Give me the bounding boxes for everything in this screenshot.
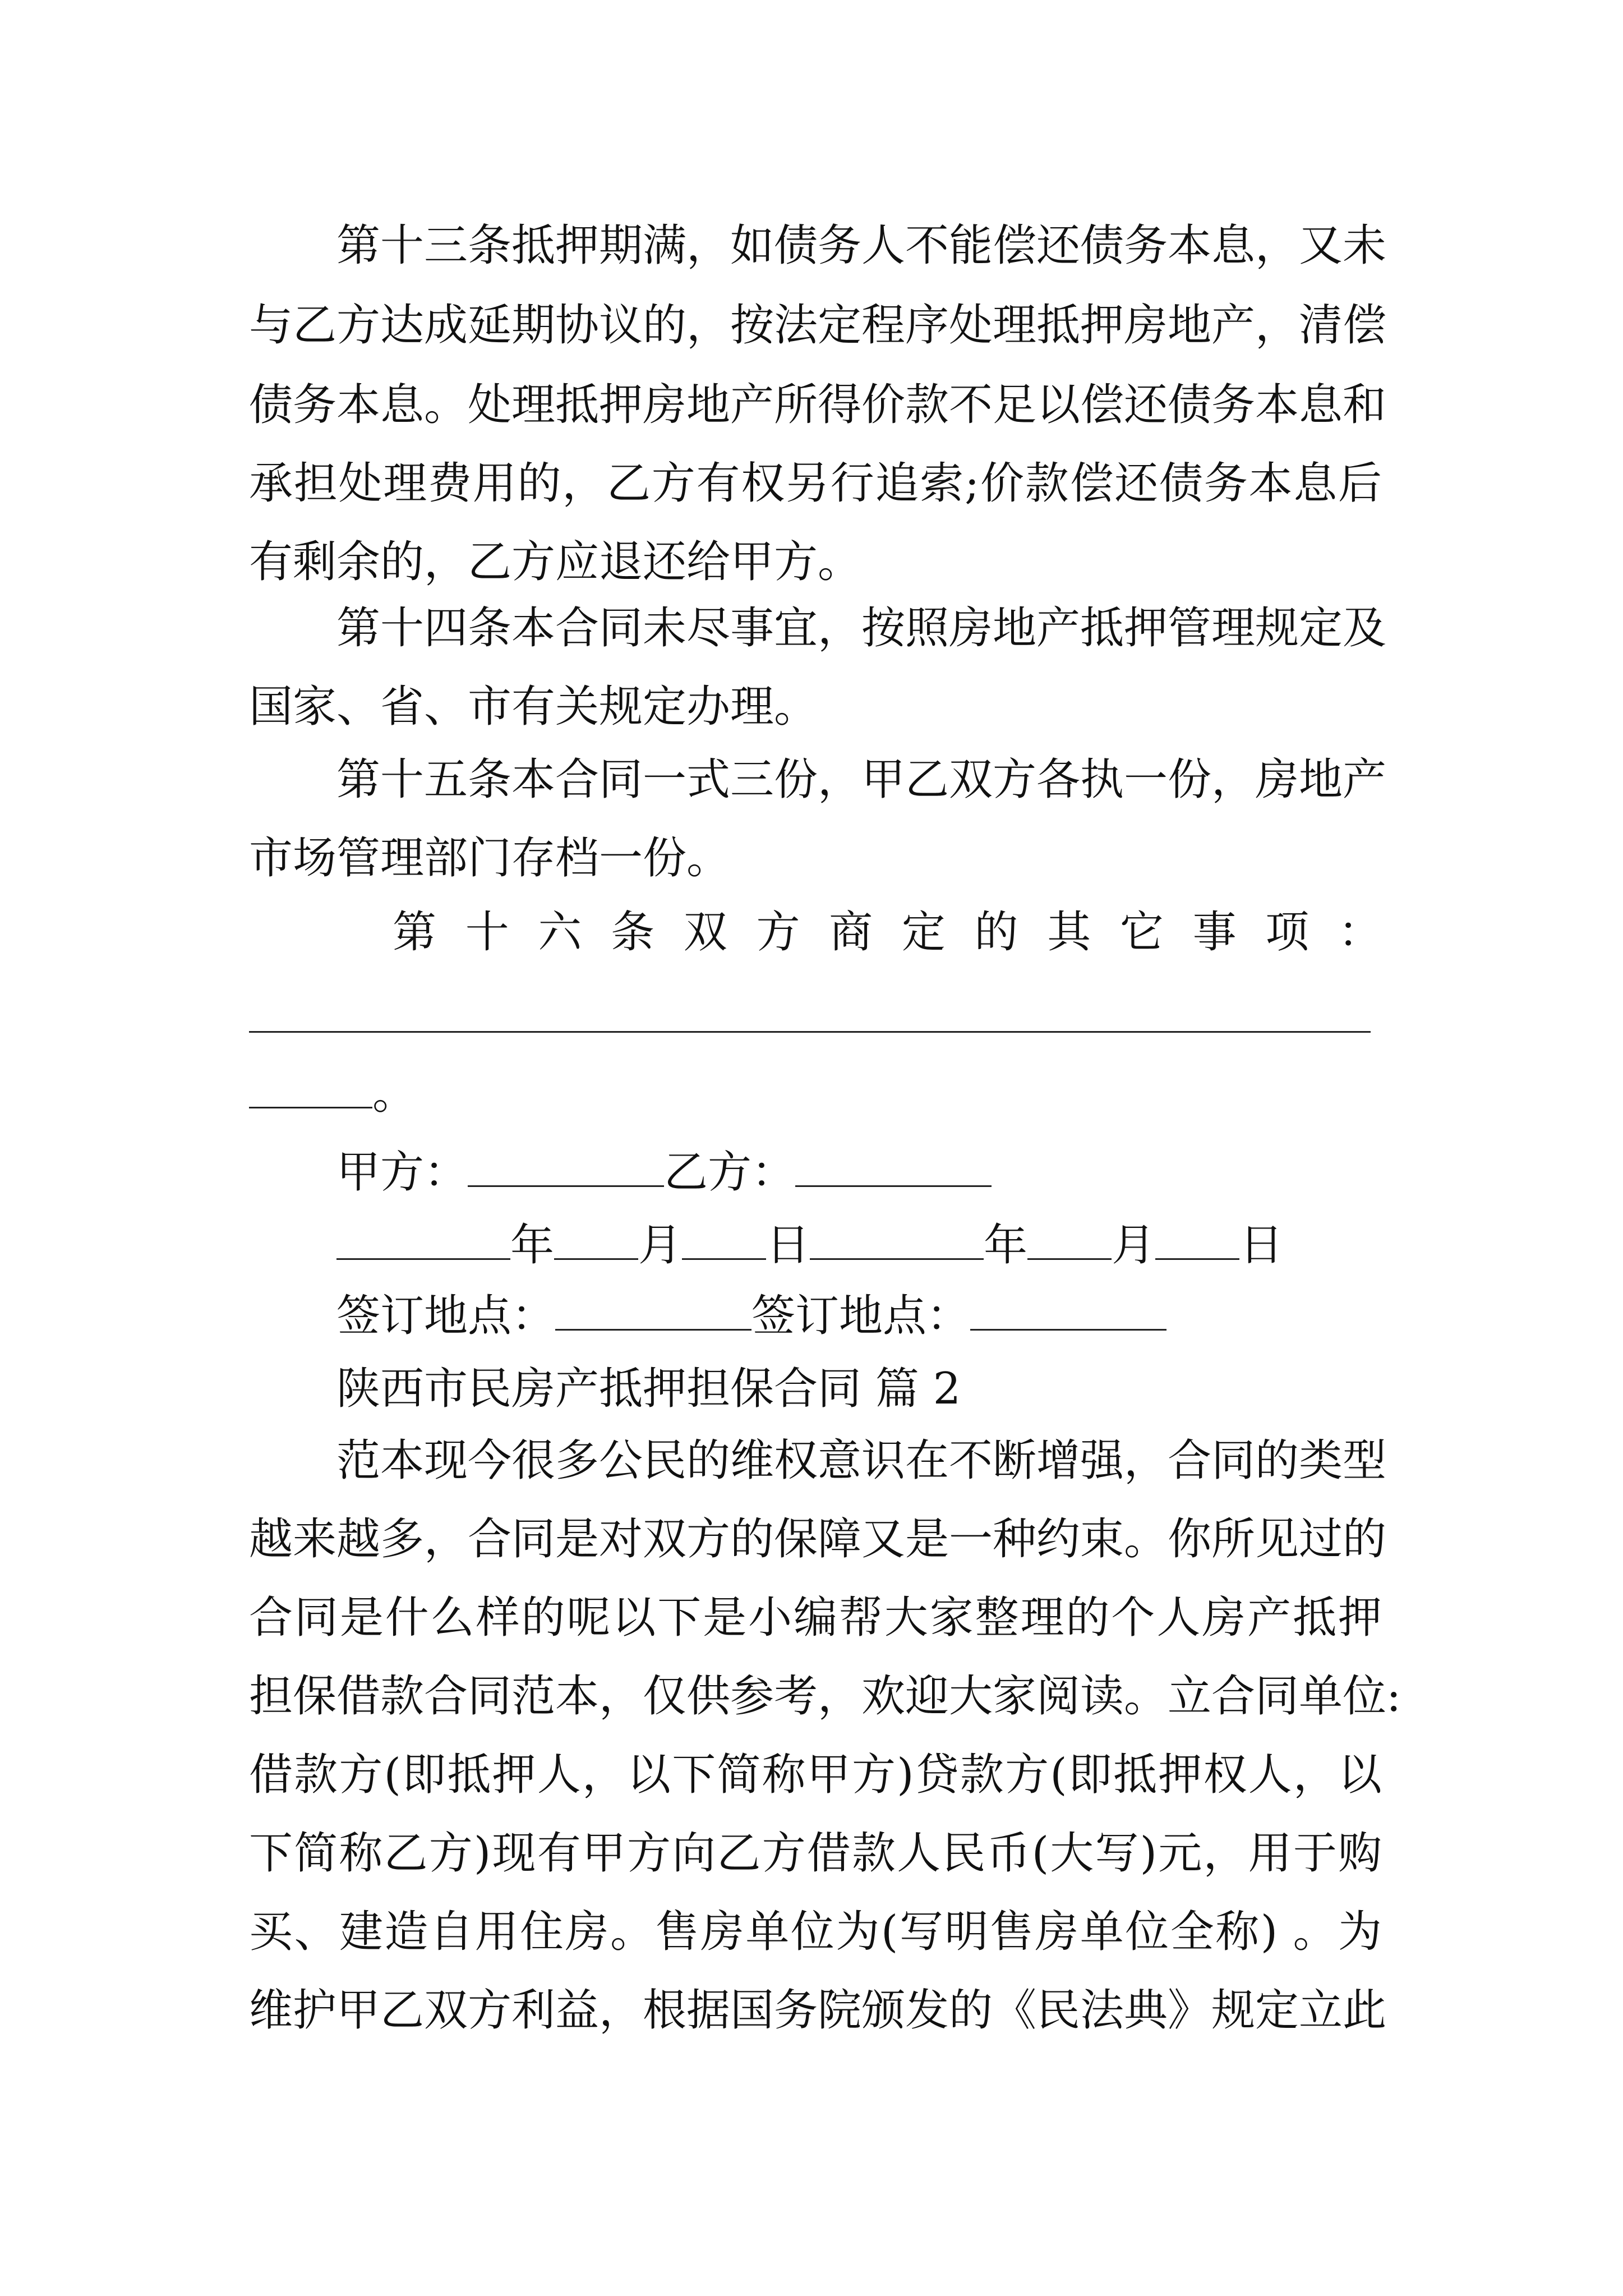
year-a-label: 年 [510,1220,555,1271]
article16-heading: 第十六条双方商定的其它事项： [393,907,1382,958]
day-a-blank [682,1219,766,1260]
article13-line-3: 债务本息。处理抵押房地产所得价款不足以偿还债务本息和 [249,380,1387,430]
year-b-blank [810,1219,984,1260]
end-mark: 。 [372,1069,417,1119]
section2-line-7: 买、建造自用住房。售房单位为(写明售房单位全称) 。为 [249,1907,1382,1957]
day-b-label: 日 [1239,1220,1284,1271]
month-a-label: 月 [638,1220,683,1271]
section2-title: 陕西市民房产抵押担保合同 [336,1364,862,1414]
date-row [336,1217,1283,1273]
day-a-label: 日 [766,1220,810,1271]
article15-line-2: 市场管理部门存档一份。 [249,833,731,884]
party-b-blank [795,1146,992,1187]
year-a-blank [336,1219,510,1260]
article16-blank-end [249,1066,416,1122]
year-b-label: 年 [984,1220,1028,1271]
section2-line-6: 下简称乙方)现有甲方向乙方借款人民币(大写)元，用于购 [249,1828,1382,1879]
month-b-label: 月 [1112,1220,1156,1271]
party-a-label: 甲方： [336,1147,468,1198]
article13-line-4: 承担处理费用的，乙方有权另行追索;价款偿还债务本息后 [249,458,1382,509]
place-b-label: 签订地点： [751,1291,971,1341]
party-row [336,1144,992,1200]
place-b-blank [970,1290,1166,1331]
place-a-label: 签订地点： [336,1291,556,1341]
section2-line-8: 维护甲乙双方利益，根据国务院颁发的《民法典》规定立此 [249,1985,1387,2036]
month-a-blank [554,1219,638,1260]
section2-part-label: 篇 2 [875,1364,961,1414]
article14-line-1: 第十四条本合同未尽事宜，按照房地产抵押管理规定及 [336,603,1387,654]
section2-line-2: 越来越多，合同是对双方的保障又是一种约束。你所见过的 [249,1514,1387,1565]
section2-title-row [336,1361,961,1417]
place-row [336,1288,1166,1344]
section2-line-3: 合同是什么样的呢以下是小编帮大家整理的个人房产抵押 [249,1593,1382,1643]
place-a-blank [555,1290,751,1331]
section2-line-1: 范本现今很多公民的维权意识在不断增强，合同的类型 [336,1435,1387,1486]
blank-line [249,1068,372,1108]
article13-line-5: 有剩余的，乙方应退还给甲方。 [249,537,862,587]
party-a-blank [468,1146,664,1187]
article14-line-2: 国家、省、市有关规定办理。 [249,682,818,732]
article13-line-1: 第十三条抵押期满，如债务人不能偿还债务本息，又未 [336,220,1387,271]
party-b-label: 乙方： [664,1147,796,1198]
section2-line-5: 借款方(即抵押人，以下简称甲方)贷款方(即抵押权人，以 [249,1750,1382,1800]
article15-line-1: 第十五条本合同一式三份，甲乙双方各执一份，房地产 [336,754,1387,805]
month-b-blank [1027,1219,1112,1260]
day-b-blank [1155,1219,1239,1260]
article13-line-2: 与乙方达成延期协议的，按法定程序处理抵押房地产，清偿 [249,300,1387,351]
section2-line-4: 担保借款合同范本，仅供参考，欢迎大家阅读。立合同单位: [249,1671,1401,1722]
article16-blank-line [249,1031,1371,1033]
